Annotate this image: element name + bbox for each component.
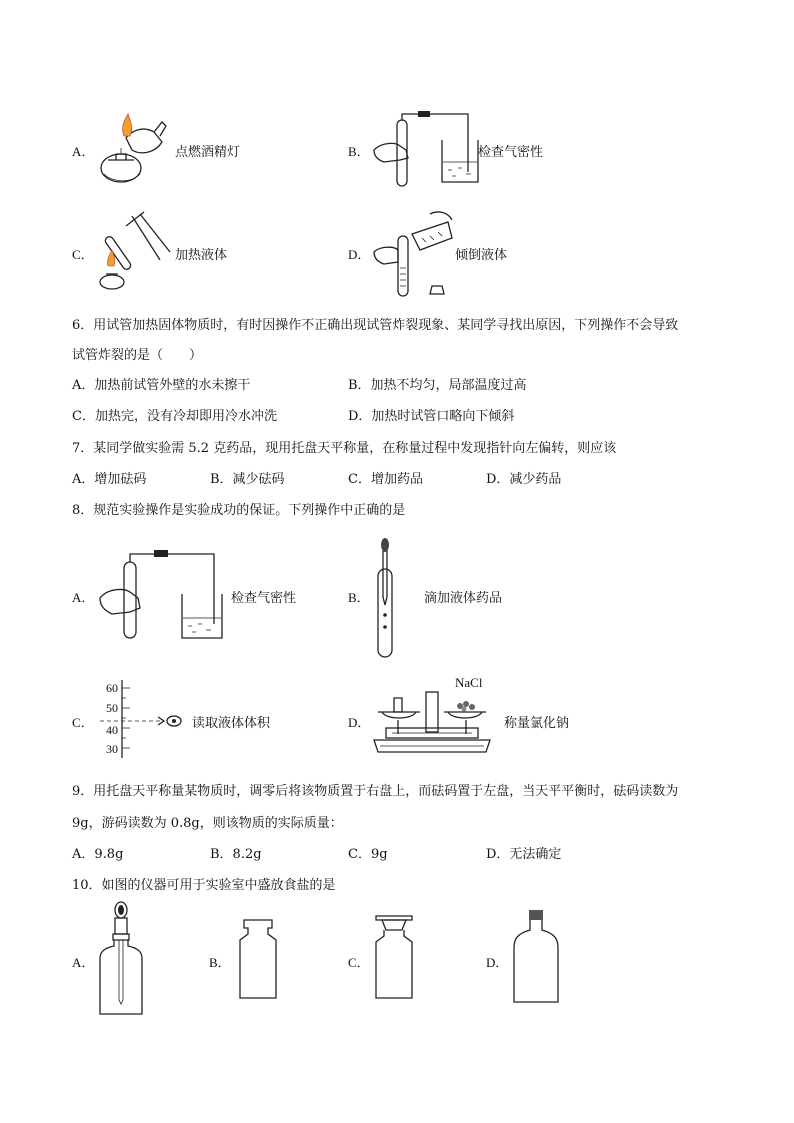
q10-option-a-letter: A． [72, 955, 95, 970]
q10-option-b-letter: B． [209, 955, 231, 970]
q8-stem: 8．规范实验操作是实验成功的保证。下列操作中正确的是 [72, 503, 406, 518]
q9-stem-line-1: 9．用托盘天平称量某物质时，调零后将该物质置于右盘上，而砝码置于左盘，当天平平衡时，砝码读数为 [72, 784, 679, 799]
q8-option-b-caption: 滴加液体药品 [424, 591, 503, 606]
q6-stem-line-2: 试管炸裂的是（ ） [72, 348, 203, 363]
q7-stem: 7．某同学做实验需 5.2 克药品，现用托盘天平称量，在称量过程中发现指针向左偏转，则应该 [72, 441, 617, 456]
q6-option-b: B．加热不均匀，局部温度过高 [348, 378, 527, 393]
dropper-bottle-illustration [96, 900, 146, 1020]
airtightness-check-illustration [370, 110, 480, 190]
balance-scale-illustration [372, 686, 492, 758]
q5-option-a-letter: A． [72, 144, 95, 159]
q7-option-a: A．增加砝码 [72, 472, 147, 487]
q5-option-c-letter: C． [72, 247, 94, 262]
q9-option-c: C．9g [348, 847, 388, 862]
cylinder-tick-50: 50 [106, 701, 118, 715]
q9-option-a: A．9.8g [72, 847, 124, 862]
q5-option-b-caption: 检查气密性 [478, 145, 544, 160]
q5-option-c-caption: 加热液体 [175, 248, 228, 263]
narrow-mouth-bottle-illustration [510, 908, 562, 1004]
q6-option-c: C．加热完，没有冷却即用冷水冲洗 [72, 409, 277, 424]
cylinder-tick-30: 30 [106, 742, 118, 756]
q7-option-c: C．增加药品 [348, 472, 423, 487]
cylinder-tick-60: 60 [106, 681, 118, 695]
nacl-label: NaCl [455, 675, 483, 690]
q8-option-b-letter: B． [348, 590, 370, 605]
q5-option-b-letter: B． [348, 144, 370, 159]
q8-option-c-caption: 读取液体体积 [192, 716, 271, 731]
heating-liquid-illustration [96, 210, 176, 295]
q8-option-a-letter: A． [72, 590, 95, 605]
q5-option-a-caption: 点燃酒精灯 [175, 145, 241, 160]
cylinder-tick-40: 40 [106, 723, 118, 737]
q7-option-b: B．减少砝码 [210, 472, 285, 487]
q10-option-c-letter: C． [348, 955, 370, 970]
q9-option-b: B．8.2g [210, 847, 262, 862]
q6-stem-line-1: 6．用试管加热固体物质时，有时因操作不正确出现试管炸裂现象、某同学寻找出原因，下列操作不会导致 [72, 318, 679, 333]
q8-option-a-caption: 检查气密性 [231, 591, 297, 606]
pouring-liquid-illustration [370, 208, 460, 298]
stoppered-wide-mouth-bottle-illustration [372, 914, 416, 1000]
q5-option-d-letter: D． [348, 247, 371, 262]
airtightness-check-illustration-2 [96, 548, 226, 642]
q10-option-d-letter: D． [486, 955, 509, 970]
q6-option-d: D．加热时试管口略向下倾斜 [348, 409, 515, 424]
q8-option-d-caption: 称量氯化钠 [504, 716, 570, 731]
dropper-illustration [372, 535, 402, 660]
q9-option-d: D．无法确定 [486, 847, 562, 862]
q9-stem-line-2: 9g，游码读数为 0.8g，则该物质的实际质量： [72, 816, 343, 831]
q8-option-d-letter: D． [348, 715, 371, 730]
wide-mouth-bottle-illustration [236, 918, 280, 1000]
q10-stem: 10．如图的仪器可用于实验室中盛放食盐的是 [72, 878, 336, 893]
alcohol-lamp-lighting-illustration [96, 112, 176, 192]
q6-option-a: A．加热前试管外壁的水未擦干 [72, 378, 251, 393]
q8-option-c-letter: C． [72, 715, 94, 730]
q5-option-d-caption: 倾倒液体 [455, 248, 508, 263]
q7-option-d: D．减少药品 [486, 472, 562, 487]
